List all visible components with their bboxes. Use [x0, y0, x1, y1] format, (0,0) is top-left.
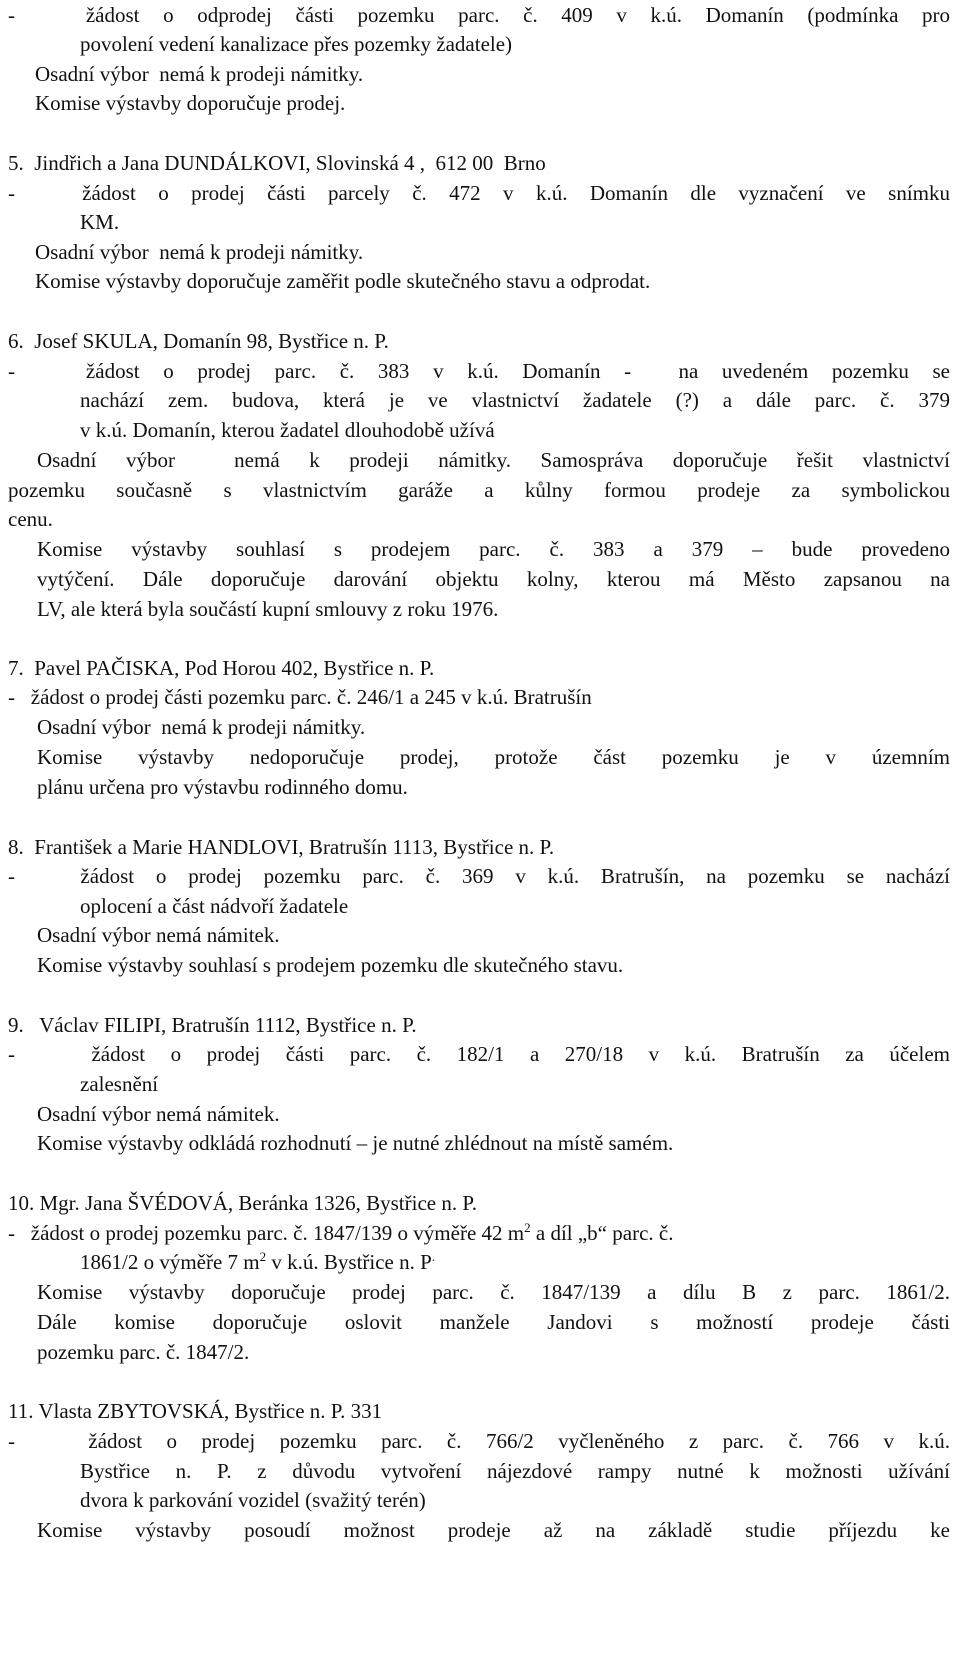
text-line: Komise výstavby doporučuje zaměřit podle skutečného stavu a odprodat.	[35, 269, 651, 293]
text-line: pozemku parc. č. 1847/2.	[37, 1340, 250, 1364]
text-line: Komise výstavby nedoporučuje prodej, protože část pozemku je v územním	[37, 745, 950, 769]
text-line: v k.ú. Domanín, kterou žadatel dlouhodobě užívá	[80, 418, 495, 442]
section-heading: 8. František a Marie HANDLOVI, Bratrušín 1113, Bystřice n. P.	[8, 835, 555, 859]
text-line: Osadní výbor nemá k prodeji námitky. Samospráva doporučuje řešit vlastnictví	[37, 448, 950, 472]
text-line: pozemku současně s vlastnictvím garáže a kůlny formou prodeje za symbolickou	[8, 478, 950, 502]
text-line: - žádost o prodej části pozemku parc. č. 246/1 a 245 v k.ú. Bratrušín	[8, 685, 592, 709]
text-line: Osadní výbor nemá námitek.	[37, 1102, 280, 1126]
section-heading: 9. Václav FILIPI, Bratrušín 1112, Bystřice n. P.	[8, 1013, 417, 1037]
text-line: Komise výstavby doporučuje prodej.	[35, 91, 346, 115]
text-line: Osadní výbor nemá k prodeji námitky.	[35, 240, 364, 264]
text-line: - žádost o prodej pozemku parc. č. 766/2 vyčleněného z parc. č. 766 v k.ú.	[8, 1429, 950, 1453]
text-line: KM.	[80, 210, 120, 234]
superscript: .	[431, 1249, 436, 1264]
text-line: plánu určena pro výstavbu rodinného domu.	[37, 775, 408, 799]
text-line: Osadní výbor nemá k prodeji námitky.	[35, 62, 364, 86]
text-line: povolení vedení kanalizace přes pozemky žadatele)	[80, 32, 513, 56]
text-span: - žádost o prodej pozemku parc. č. 1847/139 o výměře 42 m	[8, 1221, 525, 1245]
text-line: dvora k parkování vozidel (svažitý terén)	[80, 1488, 426, 1512]
text-line: Komise výstavby souhlasí s prodejem parc. č. 383 a 379 – bude provedeno	[37, 537, 950, 561]
text-line: Komise výstavby odkládá rozhodnutí – je nutné zhlédnout na místě samém.	[37, 1131, 674, 1155]
section-heading: 10. Mgr. Jana ŠVÉDOVÁ, Beránka 1326, Bystřice n. P.	[8, 1191, 477, 1215]
text-line: Bystřice n. P. z důvodu vytvoření nájezdové rampy nutné k možnosti užívání	[80, 1459, 950, 1483]
text-line: LV, ale která byla součástí kupní smlouvy z roku 1976.	[37, 597, 499, 621]
text-line: vytýčení. Dále doporučuje darování objektu kolny, kterou má Město zapsanou na	[37, 567, 950, 591]
text-line: zalesnění	[80, 1072, 159, 1096]
text-line: oplocení a část nádvoří žadatele	[80, 894, 349, 918]
text-line: - žádost o prodej části parc. č. 182/1 a 270/18 v k.ú. Bratrušín za účelem	[8, 1042, 950, 1066]
superscript: 2	[524, 1220, 531, 1235]
text-line: Osadní výbor nemá k prodeji námitky.	[37, 715, 366, 739]
text-span: 1861/2 o výměře 7 m	[80, 1250, 260, 1274]
text-line: - žádost o prodej části parcely č. 472 v k.ú. Domanín dle vyznačení ve snímku	[8, 181, 950, 205]
section-heading: 5. Jindřich a Jana DUNDÁLKOVI, Slovinská 4 , 612 00 Brno	[8, 151, 546, 175]
text-line: Komise výstavby doporučuje prodej parc. č. 1847/139 a dílu B z parc. 1861/2.	[37, 1280, 950, 1304]
section-heading: 7. Pavel PAČISKA, Pod Horou 402, Bystřice n. P.	[8, 656, 435, 680]
text-span: v k.ú. Bystřice n. P	[266, 1250, 432, 1274]
text-line: Komise výstavby souhlasí s prodejem pozemku dle skutečného stavu.	[37, 953, 624, 977]
text-line: - žádost o prodej parc. č. 383 v k.ú. Domanín - na uvedeném pozemku se	[8, 359, 950, 383]
text-line: Komise výstavby posoudí možnost prodeje až na základě studie příjezdu ke	[37, 1518, 950, 1542]
text-line	[8, 1220, 950, 1246]
text-line: cenu.	[8, 507, 53, 531]
text-line: - žádost o prodej pozemku parc. č. 369 v k.ú. Bratrušín, na pozemku se nachází	[8, 864, 950, 888]
text-span: a díl „b“ parc. č.	[530, 1221, 674, 1245]
text-line: Dále komise doporučuje oslovit manžele Jandovi s možností prodeje části	[37, 1310, 950, 1334]
text-line: nachází zem. budova, která je ve vlastnictví žadatele (?) a dále parc. č. 379	[80, 388, 950, 412]
section-heading: 6. Josef SKULA, Domanín 98, Bystřice n. P.	[8, 329, 389, 353]
text-line: Osadní výbor nemá námitek.	[37, 923, 280, 947]
text-line: - žádost o odprodej části pozemku parc. č. 409 v k.ú. Domanín (podmínka pro	[8, 3, 950, 27]
text-line	[80, 1249, 435, 1275]
section-heading: 11. Vlasta ZBYTOVSKÁ, Bystřice n. P. 331	[8, 1399, 383, 1423]
superscript: 2	[259, 1249, 267, 1264]
